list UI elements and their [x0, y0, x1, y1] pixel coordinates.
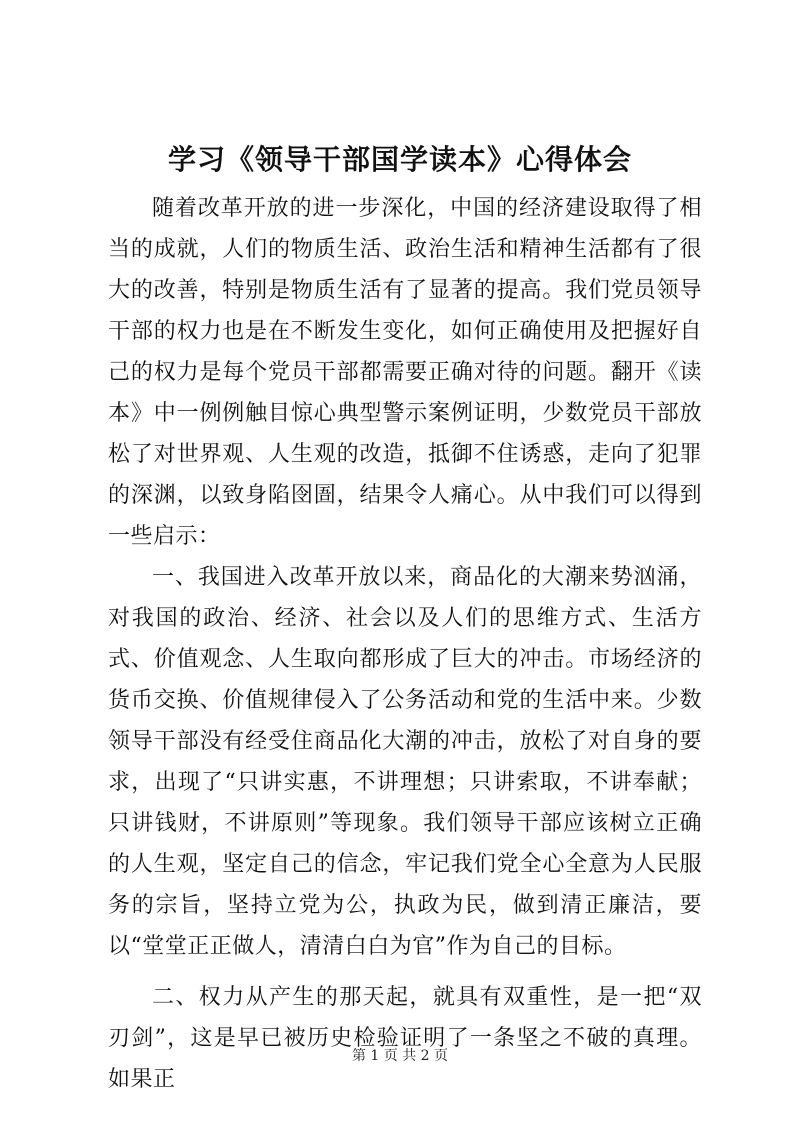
- page-title: 学习《领导干部国学读本》心得体会: [167, 143, 632, 176]
- paragraph-point-one: 一、我国进入改革开放以来，商品化的大潮来势汹涌，对我国的政治、经济、社会以及人们的思维方式、生活方式、价值观念、人生取向都形成了巨大的冲击。市场经济的货币交换、价值规律侵入了公务活动和党的生活中来。少数领导干部没有经受住商品化大潮的冲击，放松了对自身的要求，出现了“只讲实惠，不讲理想；只讲索取，不讲奉献；只讲钱财，不讲原则”等现象。我们领导干部应该树立正确的人生观，坚定自己的信念，牢记我们党全心全意为人民服务的宗旨，坚持立党为公，执政为民，做到清正廉洁，要以“堂堂正正做人，清清白白为官”作为自己的目标。: [108, 565, 702, 959]
- paragraph-point-two: 二、权力从产生的那天起，就具有双重性，是一把“双刃剑”，这是早已被历史检验证明了一条坚之不破的真理。如果正: [108, 985, 702, 1092]
- paragraph-intro: 随着改革开放的进一步深化，中国的经济建设取得了相当的成就，人们的物质生活、政治生活和精神生活都有了很大的改善，特别是物质生活有了显著的提高。我们党员领导干部的权力也是在不断发生变化，如何正确使用及把握好自己的权力是每个党员干部都需要正确对待的问题。翻开《读本》中一例例触目惊心典型警示案例证明，少数党员干部放松了对世界观、人生观的改造，抵御不住诱惑，走向了犯罪的深渊，以致身陷囹圄，结果令人痛心。从中我们可以得到一些启示：: [108, 196, 702, 549]
- document-body: [108, 188, 702, 1100]
- page-number-footer: 第 1 页 共 2 页: [351, 1048, 449, 1064]
